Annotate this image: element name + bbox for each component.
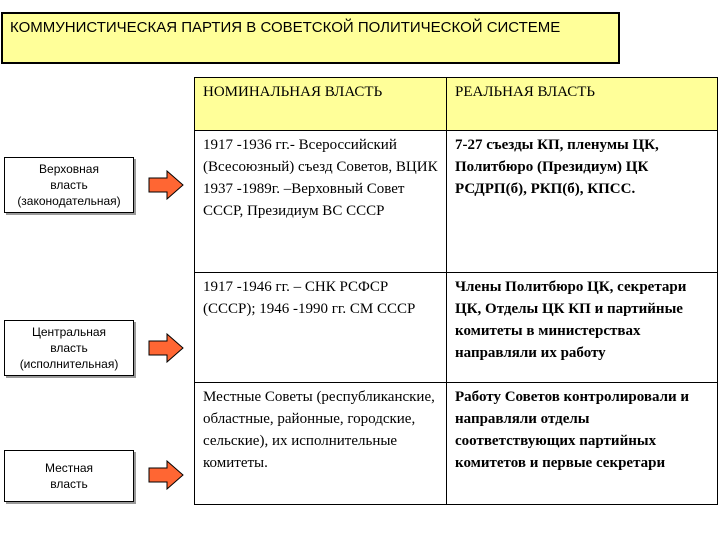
arrow-right-icon [148,460,184,490]
cell-real-local: Работу Советов контролировали и направляли отделы соответствующих партийных комитетов и первые секретари [447,383,718,505]
table-header-row [195,78,718,131]
cell-nominal-supreme: 1917 -1936 гг.- Всероссийский (Всесоюзный) съезд Советов, ВЦИК 1937 -1989г. –Верховный Совет СССР, Президиум ВС СССР [195,131,447,273]
cell-real-supreme: 7-27 съезды КП, пленумы ЦК, Политбюро (Президиум) ЦК РСДРП(б), РКП(б), КПСС. [447,131,718,273]
cell-real-central: Члены Политбюро ЦК, секретари ЦК, Отделы ЦК КП и партийные комитеты в министерствах направляли их работу [447,273,718,383]
power-comparison-table [194,77,718,505]
table-row [195,273,718,383]
header-real-power: РЕАЛЬНАЯ ВЛАСТЬ [447,78,718,131]
arrow-right-icon [148,333,184,363]
table-row [195,383,718,505]
label-local-power: Местная власть [4,450,134,502]
table-row [195,131,718,273]
page-title: КОММУНИСТИЧЕСКАЯ ПАРТИЯ В СОВЕТСКОЙ ПОЛИТИЧЕСКОЙ СИСТЕМЕ [1,12,620,64]
label-central-power: Центральная власть (исполнительная) [4,320,134,376]
label-supreme-power: Верховная власть (законодательная) [4,157,134,213]
cell-nominal-central: 1917 -1946 гг. – СНК РСФСР (СССР); 1946 -1990 гг. СМ СССР [195,273,447,383]
cell-nominal-local: Местные Советы (республиканские, областные, районные, городские, сельские), их исполнительные комитеты. [195,383,447,505]
header-nominal-power: НОМИНАЛЬНАЯ ВЛАСТЬ [195,78,447,131]
arrow-right-icon [148,170,184,200]
